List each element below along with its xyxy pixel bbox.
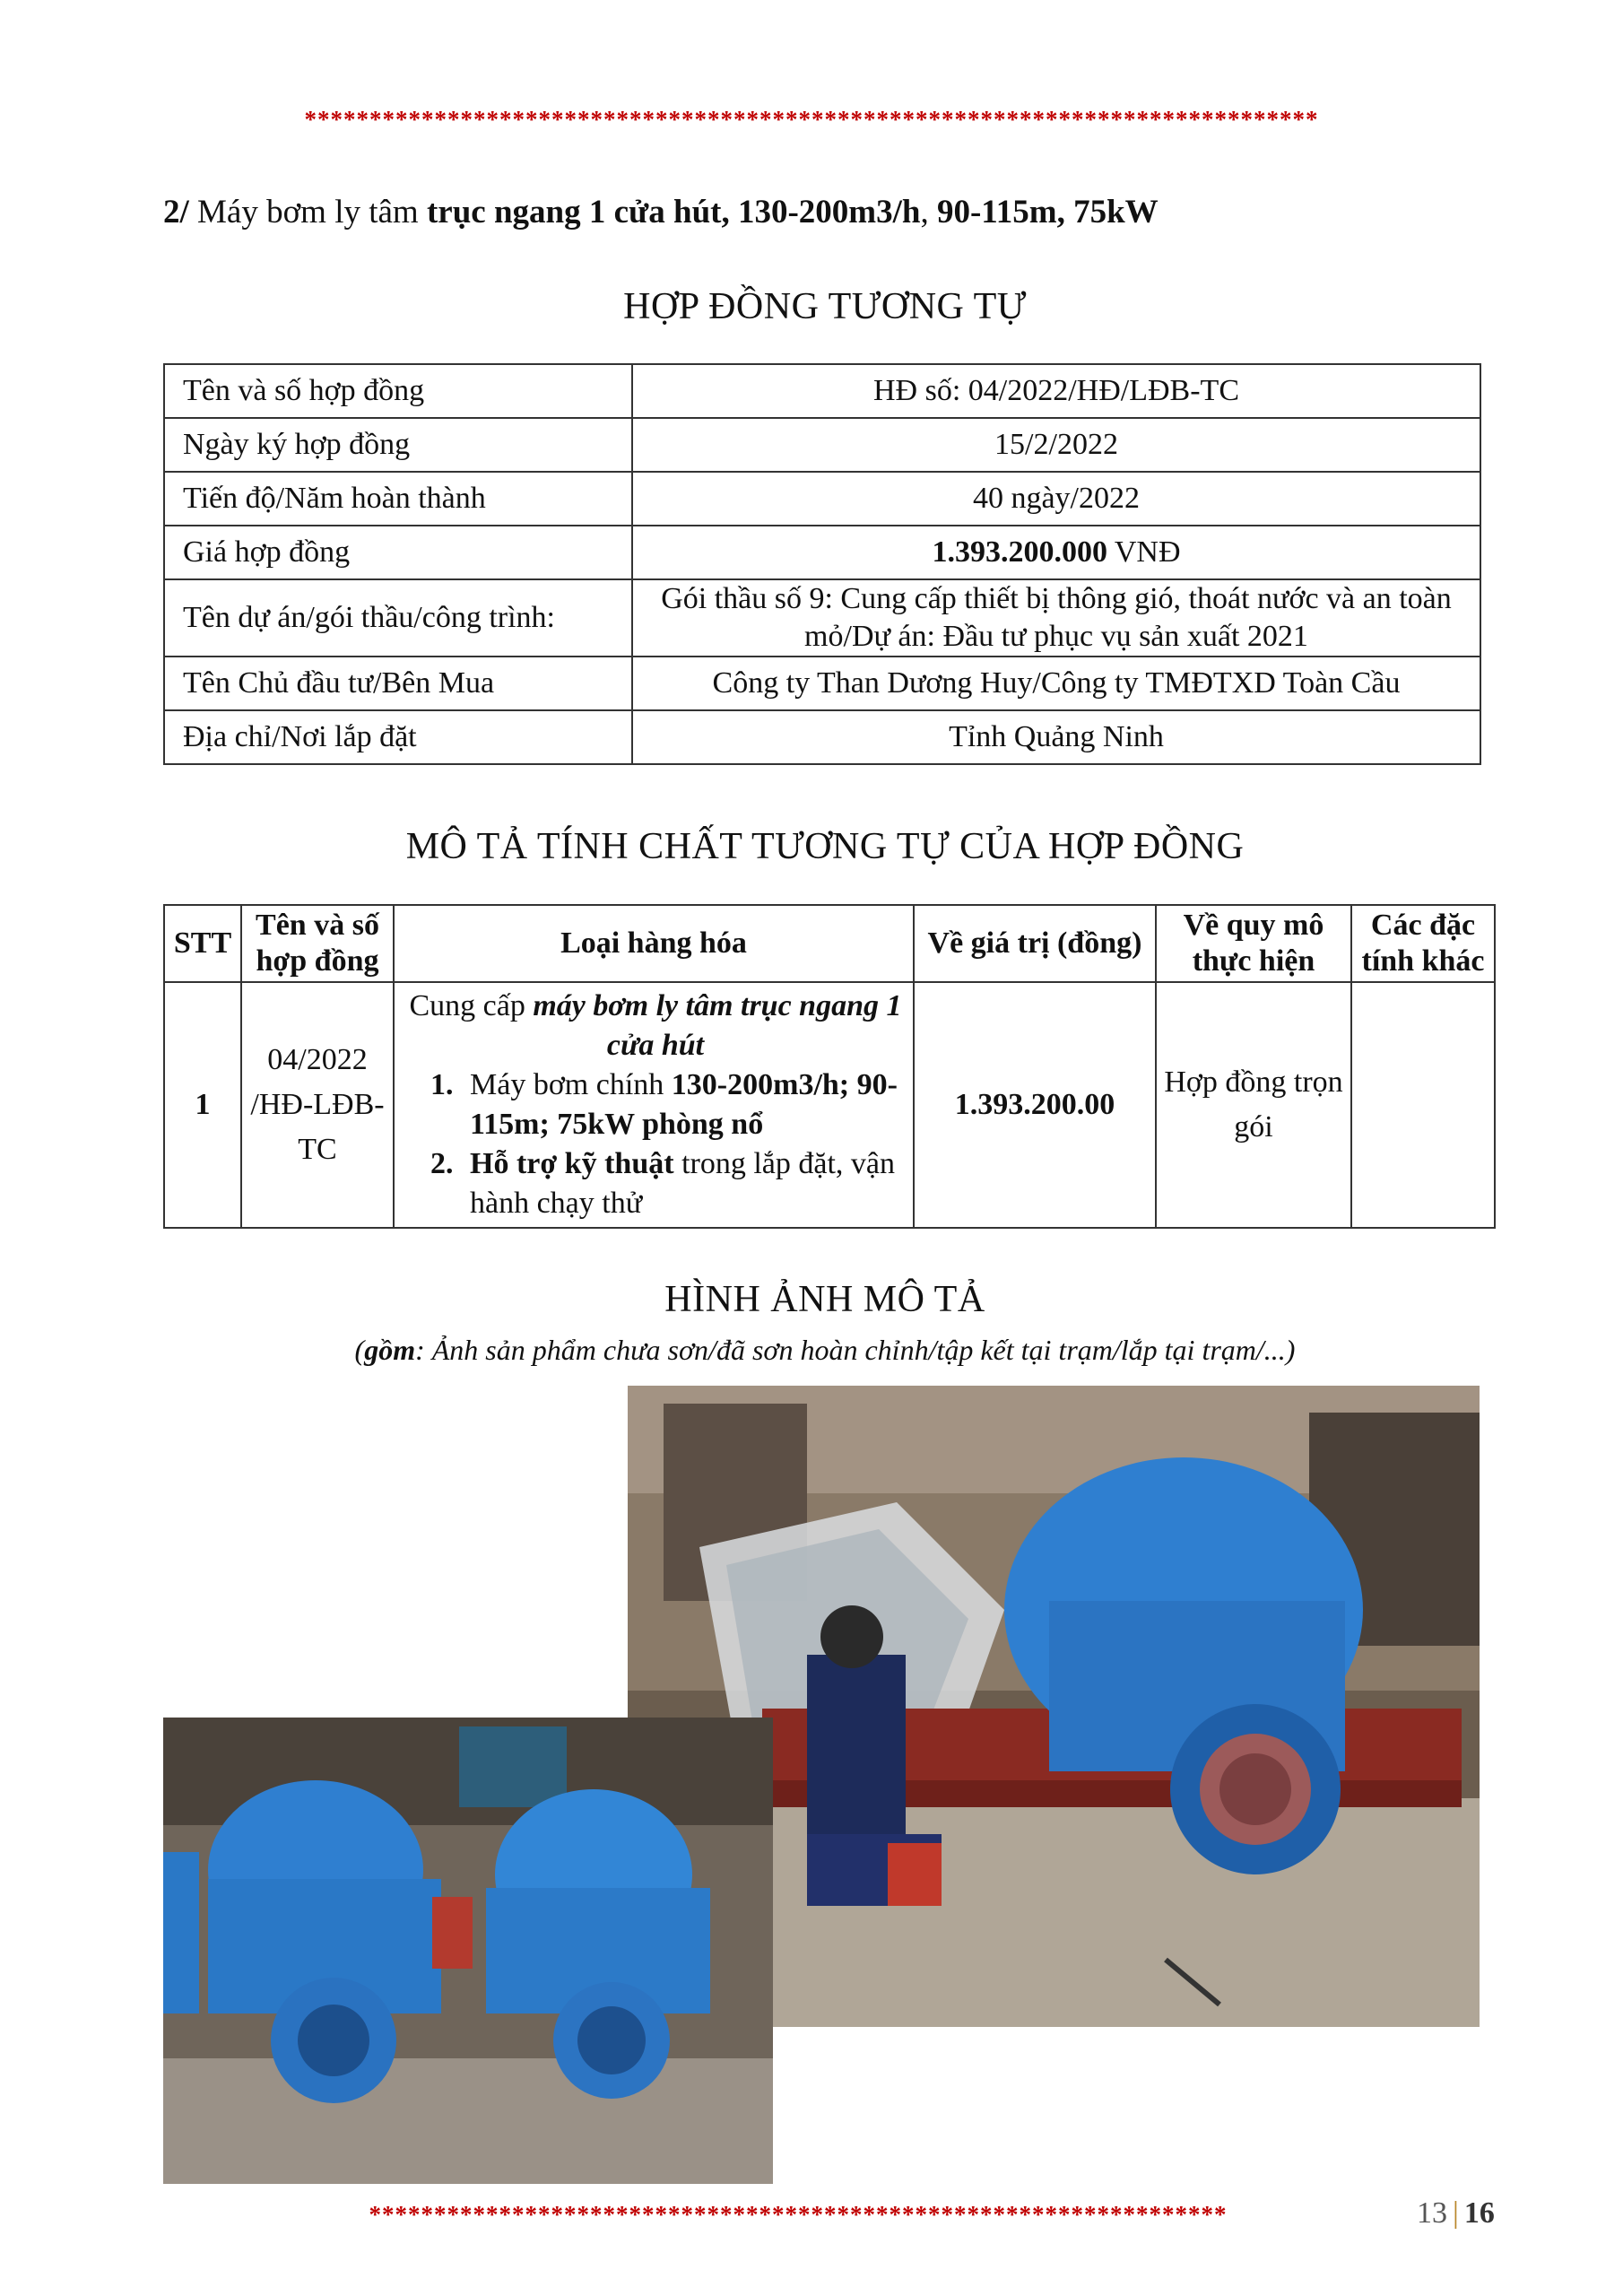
cell-goods (394, 982, 914, 1228)
page-separator: | (1453, 2196, 1459, 2230)
decorative-star-divider-bottom: ****************************************************************** (369, 2201, 1228, 2228)
heading-text-plain: Máy bơm ly tâm (188, 194, 427, 230)
similarity-description-table (163, 904, 1496, 1229)
header-scale: Về quy mô thực hiện (1156, 905, 1351, 982)
contract-price-currency: VNĐ (1107, 535, 1181, 569)
row-label: Ngày ký hợp đồng (164, 418, 632, 472)
header-stt: STT (164, 905, 241, 982)
photo-pumps-workshop-drawing (163, 1718, 773, 2184)
section-title-similar-contract: HỢP ĐỒNG TƯƠNG TỰ (623, 286, 1027, 327)
list-item (461, 1065, 907, 1144)
table-row (164, 579, 1480, 657)
goods-list (404, 1065, 907, 1223)
decorative-star-divider-top: ****************************************************************************** (304, 106, 1319, 133)
row-value: HĐ số: 04/2022/HĐ/LĐB-TC (632, 364, 1480, 418)
contract-price-amount: 1.393.200.000 (932, 535, 1107, 569)
cell-value: 1.393.200.00 (914, 982, 1156, 1228)
list-item (461, 1144, 907, 1223)
row-value: Gói thầu số 9: Cung cấp thiết bị thông gió, thoát nước và an toàn mỏ/Dự án: Đầu tư phục vụ sản xuất 2021 (632, 579, 1480, 657)
table-row (164, 657, 1480, 710)
table-row (164, 526, 1480, 579)
row-label: Tên Chủ đầu tư/Bên Mua (164, 657, 632, 710)
caption-bold: gồm (364, 1334, 416, 1366)
caption-open: ( (354, 1334, 365, 1366)
row-label: Địa chỉ/Nơi lắp đặt (164, 710, 632, 764)
caption-rest: : Ảnh sản phẩm chưa sơn/đã sơn hoàn chỉnh/tập kết tại trạm/lắp tại trạm/...) (415, 1334, 1296, 1366)
heading-prefix: 2/ (163, 194, 189, 230)
heading-text-bold2: 90-115m, 75kW (936, 194, 1159, 230)
row-label: Tiến độ/Năm hoàn thành (164, 472, 632, 526)
goods-intro-em: máy bơm ly tâm trục ngang 1 cửa hút (533, 989, 902, 1062)
table-row (164, 418, 1480, 472)
row-value: Công ty Than Dương Huy/Công ty TMĐTXD Toàn Cầu (632, 657, 1480, 710)
contract-info-table (163, 363, 1481, 765)
section-title-images: HÌNH ẢNH MÔ TẢ (664, 1279, 985, 1320)
table-row (164, 472, 1480, 526)
header-value: Về giá trị (đồng) (914, 905, 1156, 982)
header-goods: Loại hàng hóa (394, 905, 914, 982)
images-caption (0, 1334, 1623, 1367)
item2-bold: Hỗ trợ kỹ thuật (470, 1147, 674, 1180)
row-value: 15/2/2022 (632, 418, 1480, 472)
row-label: Giá hợp đồng (164, 526, 632, 579)
heading-text-sep: , (920, 194, 937, 230)
row-value: 40 ngày/2022 (632, 472, 1480, 526)
page-current: 13 (1417, 2196, 1447, 2230)
item1-plain: Máy bơm chính (470, 1068, 672, 1101)
goods-intro (404, 987, 907, 1065)
cell-stt: 1 (164, 982, 241, 1228)
table-row (164, 710, 1480, 764)
table-row (164, 364, 1480, 418)
row-value: Tỉnh Quảng Ninh (632, 710, 1480, 764)
table-header-row (164, 905, 1495, 982)
table-row (164, 982, 1495, 1228)
cell-other (1351, 982, 1495, 1228)
header-other: Các đặc tính khác (1351, 905, 1495, 982)
item-heading (163, 193, 1159, 231)
contract-price-value (632, 526, 1480, 579)
goods-intro-plain: Cung cấp (409, 989, 534, 1022)
item1-bold: 130-200m3/h; 90-115m; 75kW phòng nổ (470, 1068, 898, 1141)
header-contract: Tên và số hợp đồng (241, 905, 394, 982)
cell-contract: 04/2022 /HĐ-LĐB-TC (241, 982, 394, 1228)
photo-pumps-workshop (163, 1718, 773, 2184)
row-label: Tên dự án/gói thầu/công trình: (164, 579, 632, 657)
page-total: 16 (1463, 2196, 1495, 2230)
row-label: Tên và số hợp đồng (164, 364, 632, 418)
section-title-description: MÔ TẢ TÍNH CHẤT TƯƠNG TỰ CỦA HỢP ĐỒNG (405, 826, 1245, 867)
item2-plain: trong lắp đặt, vận hành chạy thử (470, 1147, 895, 1220)
cell-scale: Hợp đồng trọn gói (1156, 982, 1351, 1228)
heading-text-bold: trục ngang 1 cửa hút, 130-200m3/h (426, 194, 921, 230)
page-number (1417, 2196, 1495, 2231)
